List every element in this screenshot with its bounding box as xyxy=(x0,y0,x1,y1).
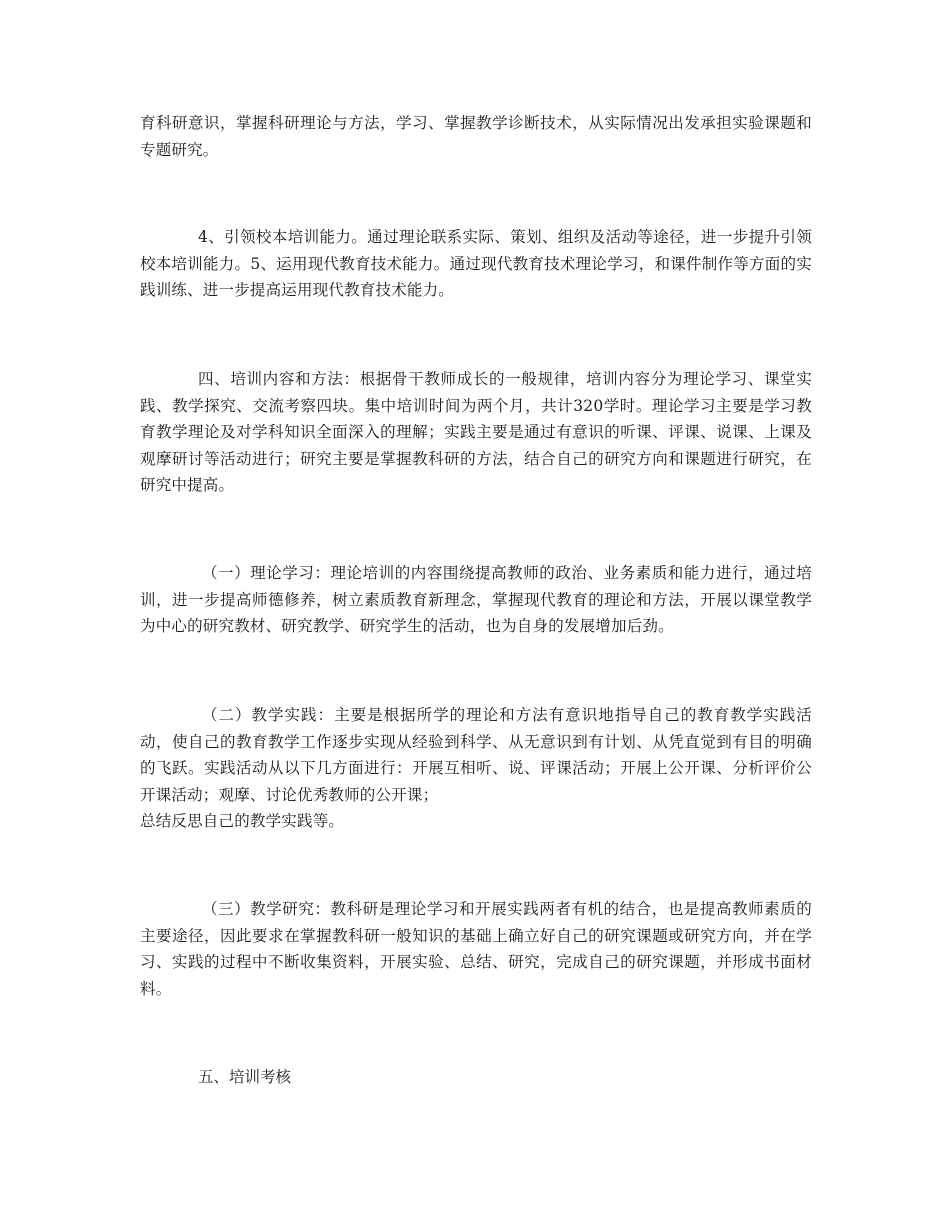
paragraph-teaching-practice-continued: 总结反思自己的教学实践等。 xyxy=(140,812,345,830)
paragraph-research-awareness: 育科研意识，掌握科研理论与方法，学习、掌握教学诊断技术，从实际情况出发承担实验课题和专题研究。 xyxy=(140,114,812,159)
paragraph-teaching-research: （三）教学研究：教科研是理论学习和开展实践两者有机的结合，也是提高教师素质的主要途径，因此要求在掌握教科研一般知识的基础上确立好自己的研究课题或研究方向，并在学习、实践的过程中不断收集资料，开展实验、总结、研究，完成自己的研究课题，并形成书面材料。 xyxy=(140,900,812,998)
section-heading-training-assessment: 五、培训考核 xyxy=(198,1068,292,1086)
paragraph-training-content-methods: 四、培训内容和方法：根据骨干教师成长的一般规律，培训内容分为理论学习、课堂实践、教学探究、交流考察四块。集中培训时间为两个月，共计320学时。理论学习主要是学习教育教学理论及对学科知识全面深入的理解；实践主要是通过有意识的听课、评课、说课、上课及观摩研讨等活动进行；研究主要是掌握教科研的方法，结合自己的研究方向和课题进行研究，在研究中提高。 xyxy=(140,370,812,494)
paragraph-teaching-practice: （二）教学实践：主要是根据所学的理论和方法有意识地指导自己的教育教学实践活动，使自己的教育教学工作逐步实现从经验到科学、从无意识到有计划、从凭直觉到有目的明确的飞跃。实践活动从以下几方面进行：开展互相听、说、评课活动；开展上公开课、分析评价公开课活动；观摩、讨论优秀教师的公开课； xyxy=(140,706,812,804)
paragraph-theory-study: （一）理论学习：理论培训的内容围绕提高教师的政治、业务素质和能力进行，通过培训，进一步提高师德修养，树立素质教育新理念，掌握现代教育的理论和方法，开展以课堂教学为中心的研究教材、研究教学、研究学生的活动，也为自身的发展增加后劲。 xyxy=(140,564,812,635)
paragraph-school-training-ability: 4、引领校本培训能力。通过理论联系实际、策划、组织及活动等途径，进一步提升引领校本培训能力。5、运用现代教育技术能力。通过现代教育技术理论学习，和课件制作等方面的实践训练、进一步提高运用现代教育技术能力。 xyxy=(140,228,812,299)
